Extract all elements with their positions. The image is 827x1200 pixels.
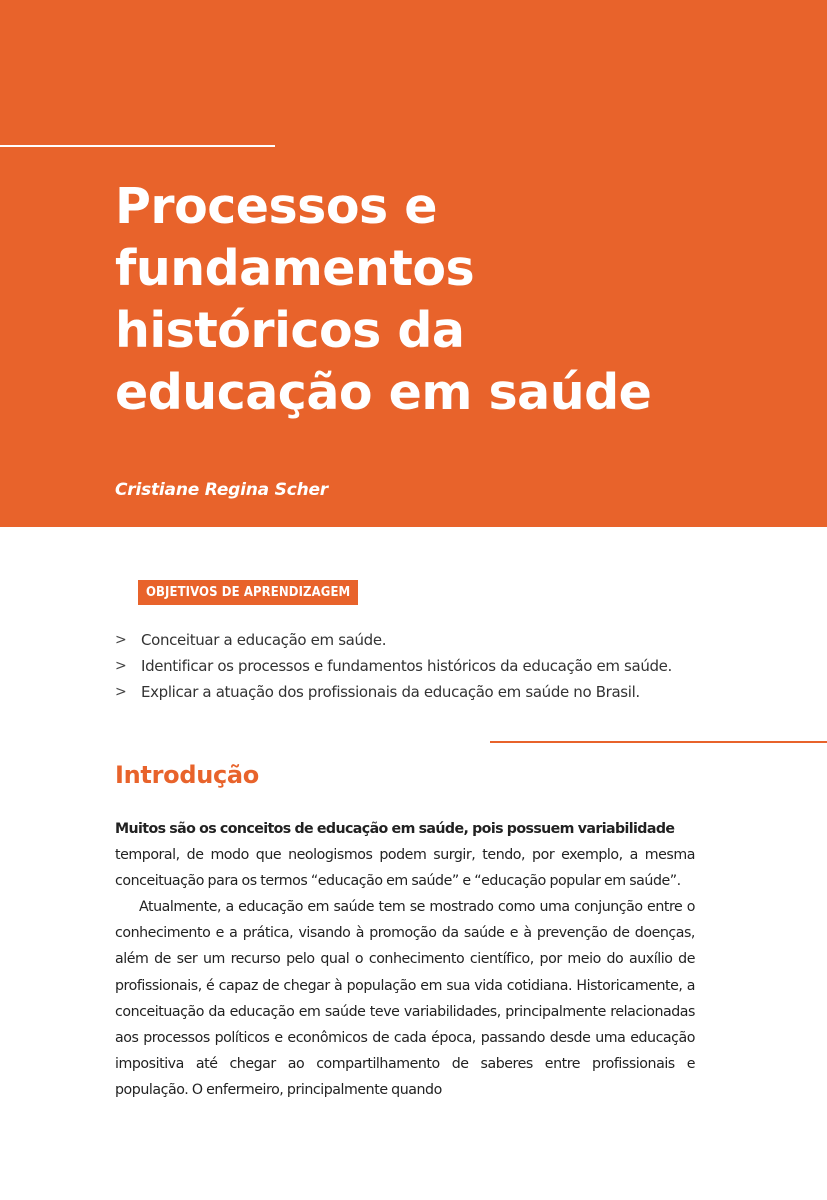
chapter-title-line: fundamentos [115, 240, 475, 297]
objective-item [115, 679, 672, 705]
chapter-title-line: educação em saúde [115, 364, 652, 421]
chapter-title-line: Processos e [115, 178, 437, 235]
body-text [115, 816, 695, 1103]
objective-text: Explicar a atuação dos profissionais da educação em saúde no Brasil. [141, 683, 640, 701]
chevron-right-icon: > [115, 658, 127, 674]
chapter-title [115, 176, 755, 424]
objectives-list [115, 627, 672, 705]
chapter-title-line: históricos da [115, 302, 465, 359]
chevron-right-icon: > [115, 684, 127, 700]
objective-item [115, 653, 672, 679]
banner-divider [0, 145, 275, 147]
paragraph: temporal, de modo que neologismos podem surgir, tendo, por exemplo, a mesma conceituação para os termos “educação em saúde” e “educação popular em saúde”. [115, 847, 695, 890]
paragraph: Atualmente, a educação em saúde tem se mostrado como uma conjunção entre o conhecimento e a prática, visando à promoção da saúde e à prevenção de doenças, além de ser um recurso pelo qual o conhecimento científico, por meio do auxílio de profissionais, é capaz de chegar à população em sua vida cotidiana. Historicamente, a conceituação da educação em saúde teve variabilidades, principalmente relacionadas aos processos políticos e econômicos de cada época, passando desde uma educação impositiva até chegar ao compartilhamento de saberes entre profissionais e população. O enfermeiro, principalmente quando [115, 899, 695, 1098]
objective-item [115, 627, 672, 653]
chevron-right-icon: > [115, 632, 127, 648]
objective-text: Identificar os processos e fundamentos históricos da educação em saúde. [141, 657, 672, 675]
title-banner [0, 0, 827, 527]
section-divider [490, 741, 827, 743]
author-name: Cristiane Regina Scher [115, 480, 328, 500]
lead-sentence: Muitos são os conceitos de educação em saúde, pois possuem variabilidade [115, 821, 675, 837]
section-title: Introdução [115, 761, 259, 789]
objective-text: Conceituar a educação em saúde. [141, 631, 387, 649]
objectives-label: OBJETIVOS DE APRENDIZAGEM [138, 580, 358, 605]
